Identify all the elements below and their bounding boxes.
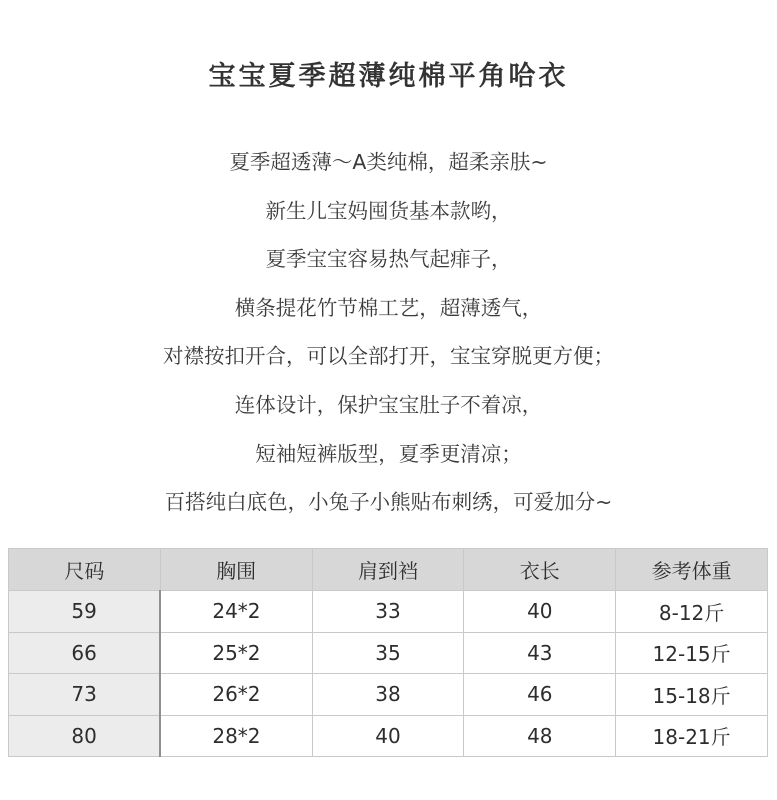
cell-weight: 15-18斤 [616, 674, 768, 716]
cell-size: 73 [9, 674, 161, 716]
cell-size: 59 [9, 591, 161, 633]
cell-shoulder-to-crotch: 40 [312, 715, 464, 757]
table-header-row [9, 549, 768, 591]
table-row [9, 715, 768, 757]
header-size: 尺码 [9, 549, 161, 591]
cell-shoulder-to-crotch: 35 [312, 632, 464, 674]
cell-length: 43 [464, 632, 616, 674]
header-weight: 参考体重 [616, 549, 768, 591]
cell-weight: 18-21斤 [616, 715, 768, 757]
size-chart-table [8, 548, 768, 757]
cell-size: 66 [9, 632, 161, 674]
description-line: 横条提花竹节棉工艺，超薄透气， [234, 295, 543, 320]
cell-weight: 8-12斤 [616, 591, 768, 633]
cell-weight: 12-15斤 [616, 632, 768, 674]
cell-chest: 25*2 [160, 632, 312, 674]
cell-length: 40 [464, 591, 616, 633]
page-title: 宝宝夏季超薄纯棉平角哈衣 [208, 61, 569, 92]
description-line: 百搭纯白底色，小兔子小熊贴布刺绣，可爱加分~ [164, 490, 613, 515]
header-chest: 胸围 [160, 549, 312, 591]
cell-length: 46 [464, 674, 616, 716]
description-line: 夏季超透薄～A类纯棉，超柔亲肤~ [229, 150, 548, 174]
cell-chest: 28*2 [160, 715, 312, 757]
cell-chest: 24*2 [160, 591, 312, 633]
description-line: 短袖短裤版型，夏季更清凉； [255, 441, 522, 466]
cell-shoulder-to-crotch: 38 [312, 674, 464, 716]
description-line: 连体设计，保护宝宝肚子不着凉， [234, 392, 543, 417]
description-line: 新生儿宝妈囤货基本款哟， [265, 198, 512, 223]
table-row [9, 591, 768, 633]
cell-chest: 26*2 [160, 674, 312, 716]
description-line: 对襟按扣开合，可以全部打开，宝宝穿脱更方便； [163, 344, 614, 369]
header-length: 衣长 [464, 549, 616, 591]
table-row [9, 674, 768, 716]
cell-shoulder-to-crotch: 33 [312, 591, 464, 633]
cell-length: 48 [464, 715, 616, 757]
table-row [9, 632, 768, 674]
header-shoulder-to-crotch: 肩到裆 [312, 549, 464, 591]
description-list [0, 140, 777, 529]
cell-size: 80 [9, 715, 161, 757]
description-line: 夏季宝宝容易热气起痱子， [265, 247, 512, 272]
